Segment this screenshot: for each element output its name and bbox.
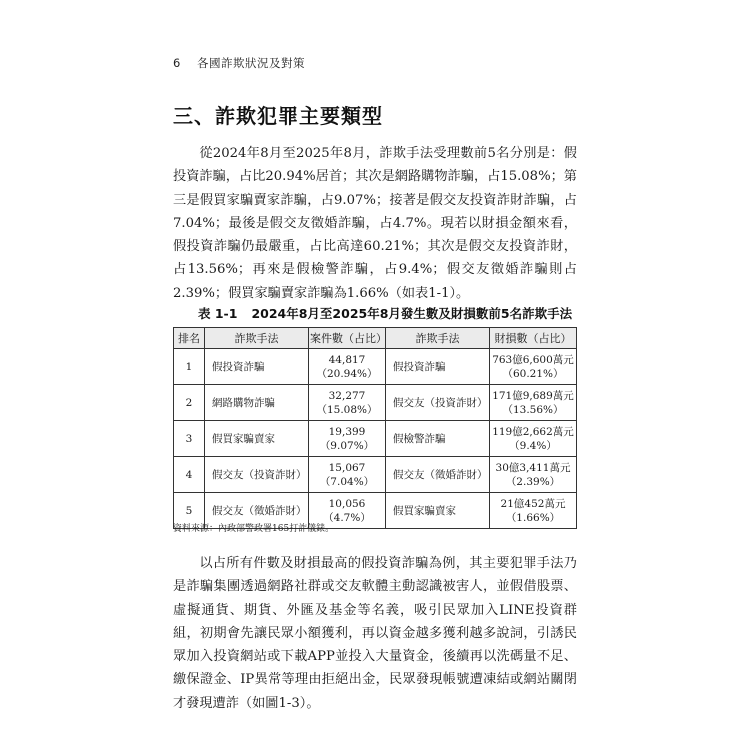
count-value: 10,056 (328, 497, 366, 510)
table-label: 表 1-1 (198, 306, 238, 321)
method-2-cell: 假買家騙賣家 (386, 493, 490, 529)
method-cell: 網路購物詐騙 (205, 385, 309, 421)
table-row (174, 421, 577, 457)
loss-cell (490, 385, 577, 421)
page-number: 6 (173, 56, 181, 70)
count-cell (309, 349, 386, 385)
header-method: 詐欺手法 (205, 328, 309, 349)
method-2-cell: 假投資詐騙 (386, 349, 490, 385)
rank-cell: 5 (174, 493, 205, 529)
section-title: 三、詐欺犯罪主要類型 (173, 104, 383, 128)
table-caption-text: 2024年8月至2025年8月發生數及財損數前5名詐欺手法 (251, 306, 573, 321)
count-percent: （7.04%） (319, 475, 375, 488)
header-method-2: 詐欺手法 (386, 328, 490, 349)
header-loss: 財損數（占比） (490, 328, 577, 349)
loss-percent: （60.21%） (502, 367, 564, 380)
count-value: 44,817 (328, 353, 366, 366)
loss-percent: （9.4%） (509, 439, 557, 452)
count-percent: （9.07%） (319, 439, 375, 452)
table-row (174, 385, 577, 421)
loss-value: 30億3,411萬元 (495, 461, 571, 474)
method-cell: 假交友（投資詐財） (205, 457, 309, 493)
table-header-row (174, 328, 577, 349)
table-row (174, 349, 577, 385)
loss-cell (490, 457, 577, 493)
table-row (174, 457, 577, 493)
method-cell: 假交友（徵婚詐財） (205, 493, 309, 529)
rank-cell: 3 (174, 421, 205, 457)
header-count: 案件數（占比） (309, 328, 386, 349)
loss-value: 21億452萬元 (500, 497, 566, 510)
count-cell (309, 421, 386, 457)
loss-cell (490, 493, 577, 529)
rank-cell: 2 (174, 385, 205, 421)
table-caption (198, 304, 572, 322)
loss-percent: （1.66%） (505, 511, 561, 524)
running-header (173, 55, 305, 71)
count-cell (309, 385, 386, 421)
method-cell: 假投資詐騙 (205, 349, 309, 385)
count-value: 19,399 (328, 425, 366, 438)
loss-cell (490, 349, 577, 385)
method-2-cell: 假交友（投資詐財） (386, 385, 490, 421)
method-2-cell: 假檢警詐騙 (386, 421, 490, 457)
method-cell: 假買家騙賣家 (205, 421, 309, 457)
rank-cell: 1 (174, 349, 205, 385)
loss-percent: （13.56%） (502, 403, 564, 416)
method-2-cell: 假交友（徵婚詐財） (386, 457, 490, 493)
loss-value: 119億2,662萬元 (492, 425, 574, 438)
rank-cell: 4 (174, 457, 205, 493)
count-percent: （20.94%） (316, 367, 378, 380)
fraud-table (173, 327, 577, 529)
count-value: 15,067 (328, 461, 366, 474)
paragraph-1-text: 從2024年8月至2025年8月，詐欺手法受理數前5名分別是：假投資詐騙，占比20.94%居首；其次是網路購物詐騙，占15.08%；第三是假買家騙賣家詐騙，占9.07%；接著是假交友投資詐財詐騙，占7.04%；最後是假交友徵婚詐騙，占4.7%。現若以財損金額來看，假投資詐騙仍最嚴重，占比高達60.21%；其次是假交友投資詐財，占13.56%；再來是假檢警詐騙，占9.4%；假交友徵婚詐騙則占2.39%；假買家騙賣家詐騙為1.66%（如表1-1）。 (173, 146, 577, 301)
count-value: 32,277 (328, 389, 366, 402)
count-percent: （15.08%） (316, 403, 378, 416)
paragraph-2-text: 以占所有件數及財損最高的假投資詐騙為例，其主要犯罪手法乃是詐騙集團透過網路社群或交友軟體主動認識被害人，並假借股票、虛擬通貨、期貨、外匯及基金等名義，吸引民眾加入LINE投資群組，初期會先讓民眾小額獲利，再以資金越多獲利越多說詞，引誘民眾加入投資網站或下載APP並投入大量資金，後續再以洗碼量不足、繳保證金、IP異常等理由拒絕出金，民眾發現帳號遭凍結或網站關閉才發現遭詐（如圖1-3）。 (173, 556, 577, 711)
loss-percent: （2.39%） (505, 475, 561, 488)
paragraph-2 (173, 552, 577, 715)
paragraph-1 (173, 142, 577, 305)
count-percent: （4.7%） (323, 511, 371, 524)
source-note: 資料來源：內政部警政署165打詐儀錶。 (173, 524, 335, 534)
count-cell (309, 457, 386, 493)
running-title: 各國詐欺狀況及對策 (196, 56, 305, 70)
loss-value: 171億9,689萬元 (492, 389, 574, 402)
header-rank: 排名 (174, 328, 205, 349)
loss-value: 763億6,600萬元 (492, 353, 574, 366)
loss-cell (490, 421, 577, 457)
